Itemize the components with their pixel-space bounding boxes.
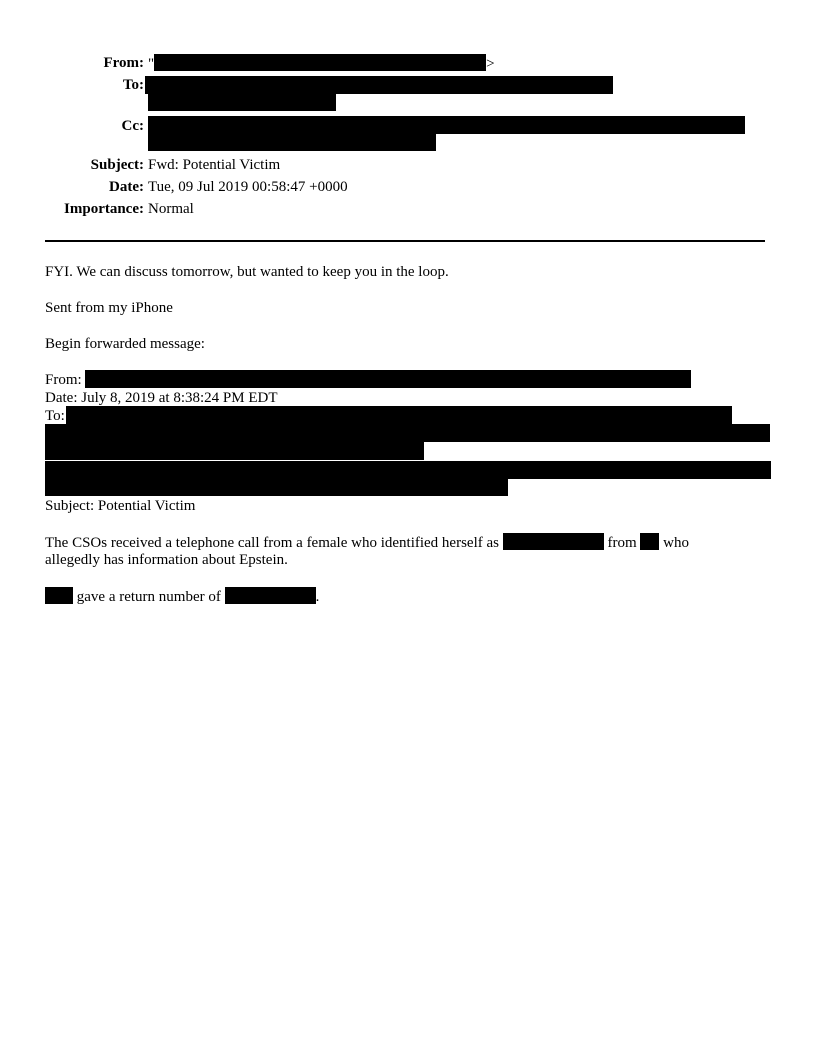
redaction-block [154, 54, 486, 71]
forwarded-to-label: To: [45, 408, 65, 424]
message-text: The CSOs received a telephone call from a female who identified herself as [45, 535, 499, 551]
redaction-block [503, 533, 604, 550]
header-importance-row [0, 200, 816, 220]
body-line-fyi: FYI. We can discuss tomorrow, but wanted to keep you in the loop. [45, 264, 449, 280]
redaction-block [45, 424, 770, 442]
header-importance-value: Normal [148, 201, 194, 217]
header-importance-label: Importance: [64, 201, 144, 217]
header-subject-label: Subject: [90, 157, 144, 173]
message-sentence-2 [45, 587, 319, 606]
redaction-block [85, 370, 691, 388]
message-sentence-1 [45, 533, 689, 552]
forwarded-subject-line: Subject: Potential Victim [45, 498, 196, 514]
redaction-block [148, 116, 745, 134]
redaction-block [45, 479, 508, 496]
header-from-suffix: > [486, 56, 495, 72]
message-text: who [663, 535, 689, 551]
redaction-block [148, 94, 336, 111]
body-line-begin-forwarded: Begin forwarded message: [45, 336, 205, 352]
header-from-prefix: " [148, 56, 155, 72]
message-text: gave a return number of [76, 589, 221, 605]
redaction-block [640, 533, 659, 550]
header-from-value [148, 54, 495, 73]
message-text: from [607, 535, 637, 551]
redaction-block [45, 442, 424, 460]
redaction-block [66, 406, 732, 424]
message-sentence-1-cont: allegedly has information about Epstein. [45, 552, 288, 568]
header-subject-value: Fwd: Potential Victim [148, 157, 281, 173]
header-divider [45, 240, 765, 242]
body-line-sent-from: Sent from my iPhone [45, 300, 173, 316]
header-date-label: Date: [109, 179, 144, 195]
header-to-label: To: [122, 77, 144, 93]
header-date-value: Tue, 09 Jul 2019 00:58:47 +0000 [148, 179, 348, 195]
header-from-row [0, 54, 816, 74]
forwarded-from-label: From: [45, 372, 82, 388]
header-from-label: From: [103, 55, 144, 71]
message-text: . [315, 589, 320, 605]
redaction-block [45, 587, 73, 604]
redaction-block [148, 134, 436, 151]
header-date-row [0, 178, 816, 198]
header-subject-row [0, 156, 816, 176]
forwarded-date-line: Date: July 8, 2019 at 8:38:24 PM EDT [45, 390, 278, 406]
redaction-block [45, 461, 771, 479]
redaction-block [145, 76, 613, 94]
header-cc-label: Cc: [121, 118, 144, 134]
redaction-block [225, 587, 316, 604]
